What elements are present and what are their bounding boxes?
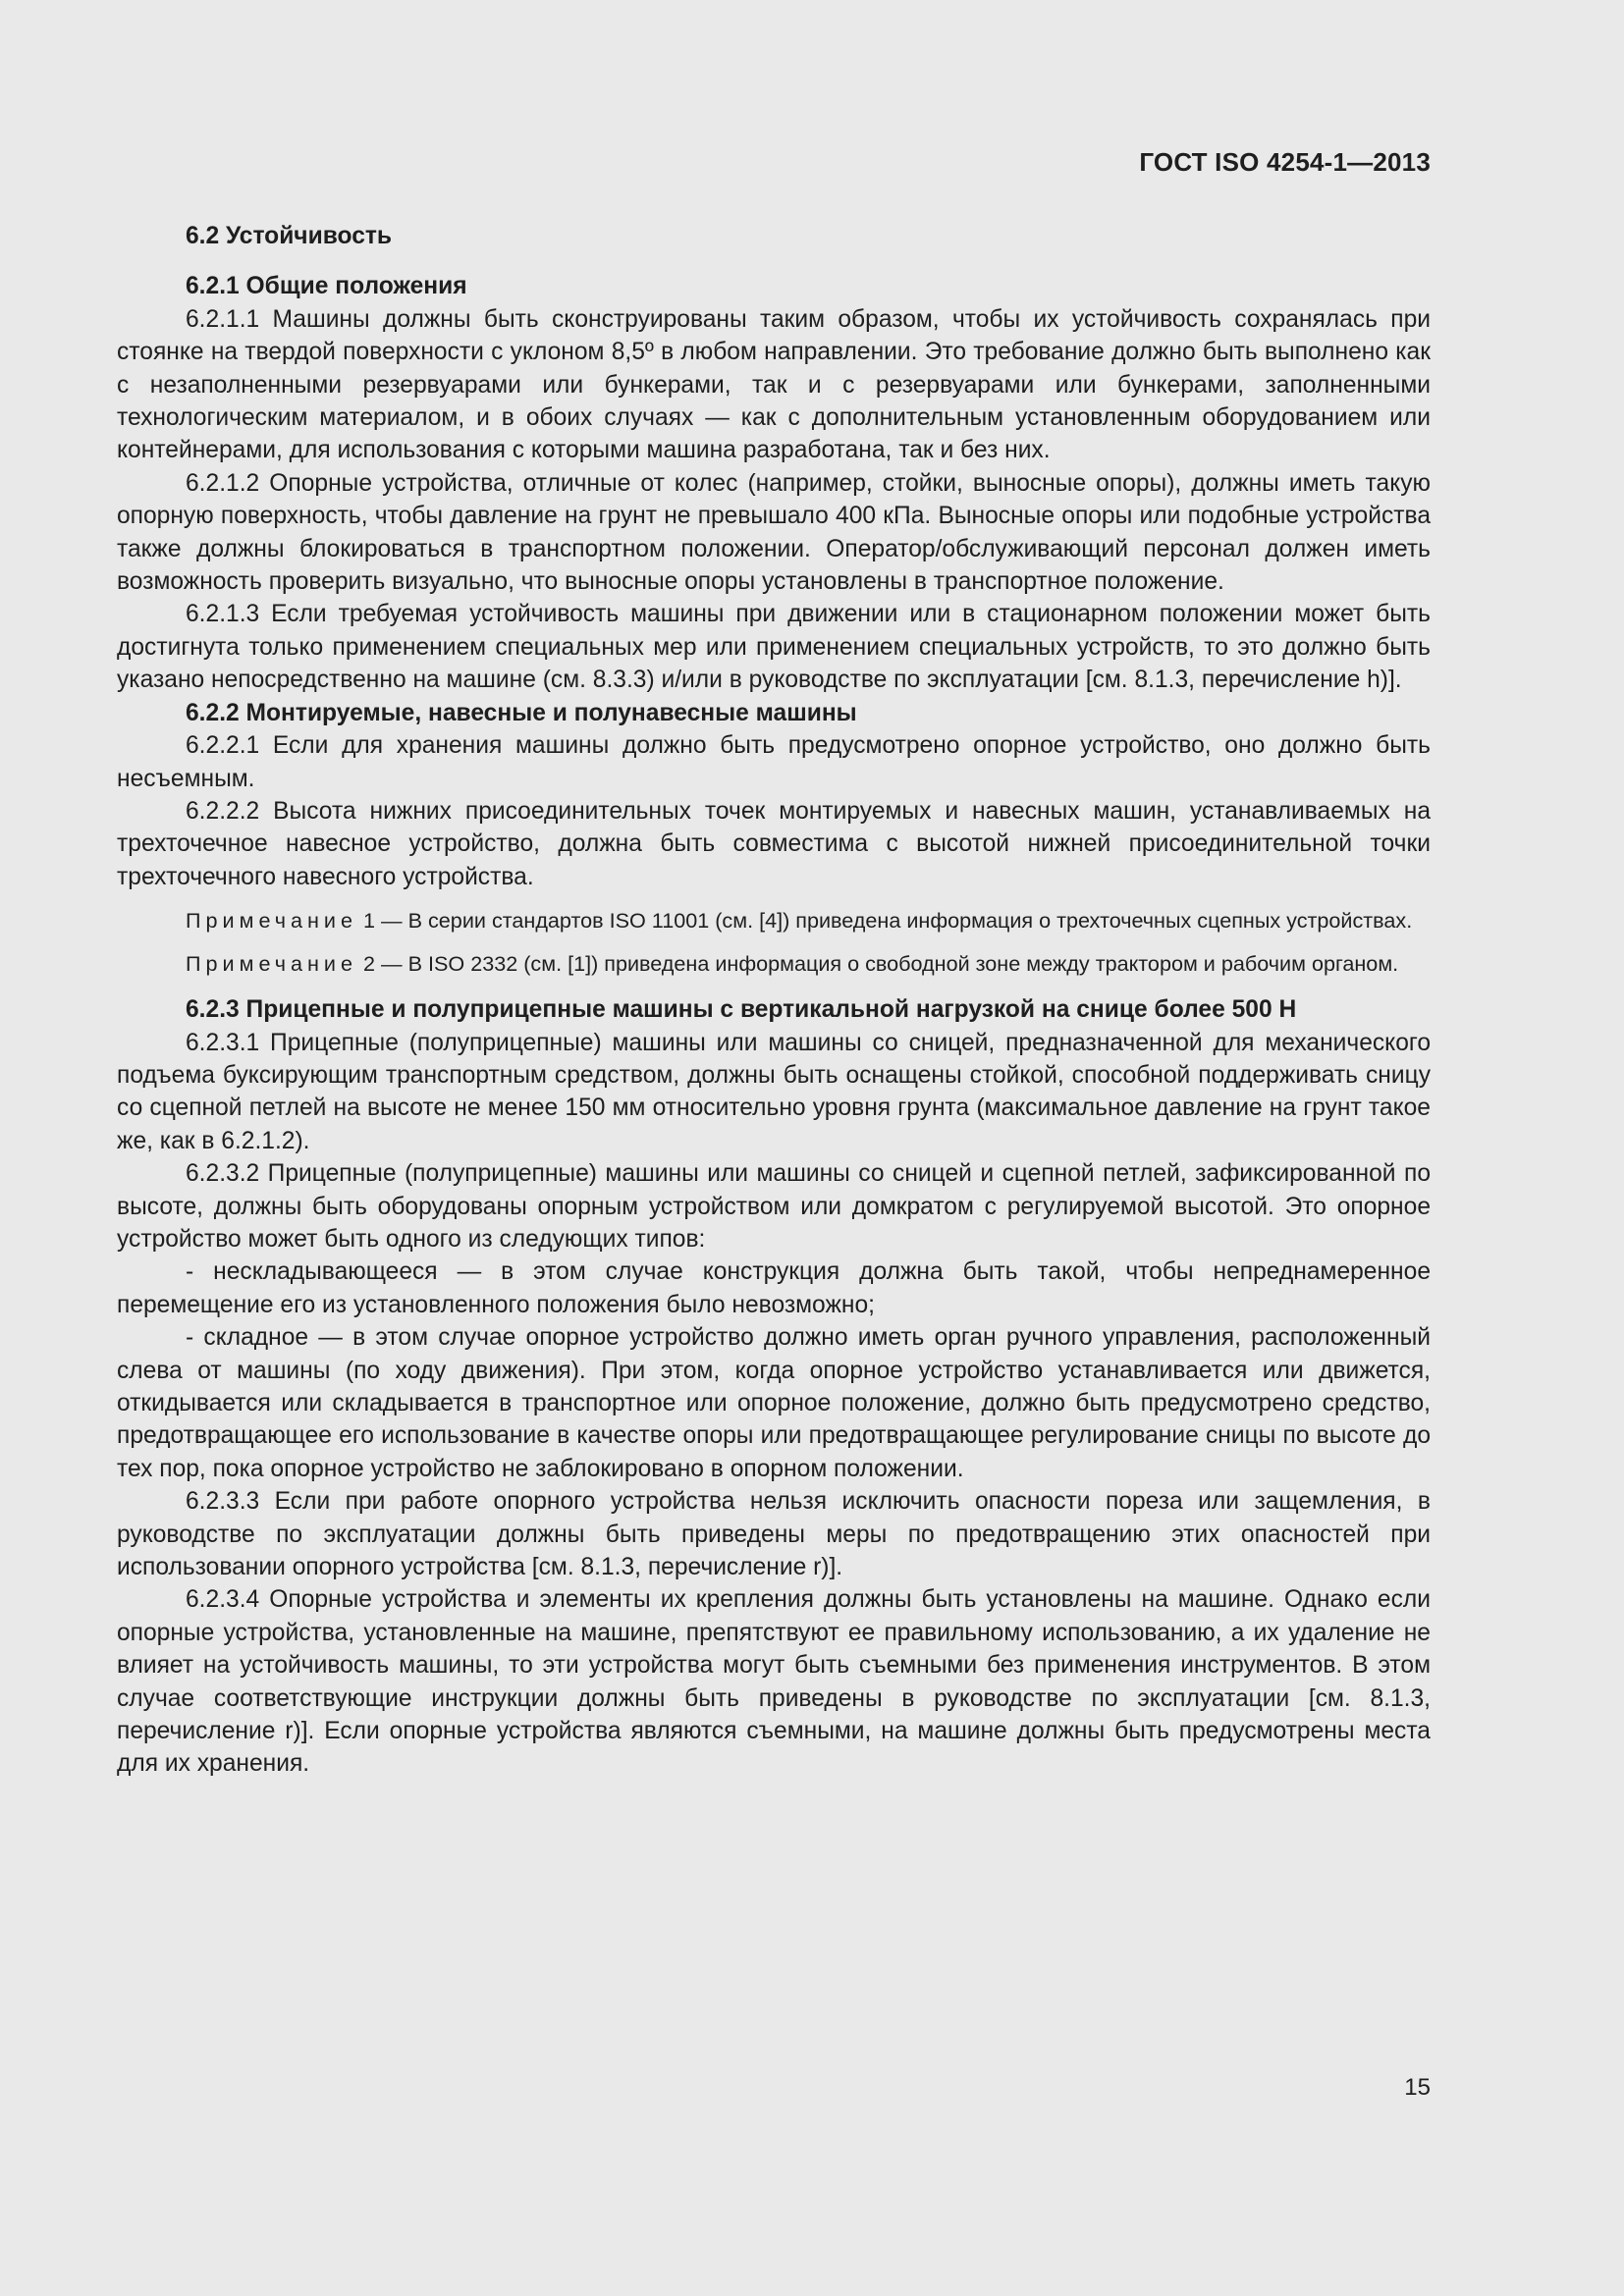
page-number: 15 xyxy=(1404,2074,1431,2101)
paragraph-6-2-2-1: 6.2.2.1 Если для хранения машины должно быть предусмотрено опорное устройство, оно должно быть несъемным. xyxy=(117,732,1431,792)
list-item-folding: - складное — в этом случае опорное устройство должно иметь орган ручного управления, расположенный слева от машины (по ходу движения). При этом, когда опорное устройство устанавливается или движется, откидывается или складывается в транспортное или опорное положение, должно быть предусмотрено средство, предотвращающее его использование в качестве опоры или предотвращающее регулирование сницы по высоте до тех пор, пока опорное устройство не заблокировано в опорном положении. xyxy=(117,1324,1431,1482)
note-2 xyxy=(117,948,1431,980)
paragraph-6-2-3-3: 6.2.3.3 Если при работе опорного устройства нельзя исключить опасности пореза или защемления, в руководстве по эксплуатации должны быть приведены меры по предотвращению этих опасностей при использовании опорного устройства [см. 8.1.3, перечисление r)]. xyxy=(117,1488,1431,1581)
section-6-2-1-title: 6.2.1 Общие положения xyxy=(186,273,467,300)
paragraph-6-2-2-2: 6.2.2.2 Высота нижних присоединительных точек монтируемых и навесных машин, устанавливаемых на трехточечное навесное устройство, должна быть совместима с высотой нижней присоединительной точки трехточечного навесного устройства. xyxy=(117,797,1431,890)
paragraph-6-2-3-4: 6.2.3.4 Опорные устройства и элементы их крепления должны быть установлены на машине. Однако если опорные устройства, установленные на машине, препятствуют ее правильному использованию, а их удаление не влияет на устойчивость машины, то эти устройства могут быть съемными без применения инструментов. В этом случае соответствующие инструкции должны быть приведены в руководстве по эксплуатации [см. 8.1.3, перечисление r)]. Если опорные устройства являются съемными, на машине должны быть предусмотрены места для их хранения. xyxy=(117,1586,1431,1778)
list-item-non-folding: - нескладывающееся — в этом случае конструкция должна быть такой, чтобы непреднамеренное перемещение его из установленного положения было невозможно; xyxy=(117,1258,1431,1318)
section-6-2-2-title: 6.2.2 Монтируемые, навесные и полунавесные машины xyxy=(186,699,857,726)
section-6-2-title: 6.2 Устойчивость xyxy=(186,223,393,249)
standard-code-header: ГОСТ ISO 4254-1—2013 xyxy=(1139,147,1431,177)
note-1-text: 1 — В серии стандартов ISO 11001 (см. [4]) приведена информация о трехточечных сцепных устройствах. xyxy=(357,908,1413,934)
paragraph-6-2-3-1: 6.2.3.1 Прицепные (полуприцепные) машины или машины со сницей, предназначенной для механического подъема буксирующим транспортным средством, должны быть оснащены стойкой, способной поддерживать сницу со сцепной петлей на высоте не менее 150 мм относительно уровня грунта (максимальное давление на грунт такое же, как в 6.2.1.2). xyxy=(117,1029,1431,1154)
note-2-text: 2 — В ISO 2332 (см. [1]) приведена информация о свободной зоне между трактором и рабочим органом. xyxy=(357,951,1399,977)
paragraph-6-2-3-2: 6.2.3.2 Прицепные (полуприцепные) машины или машины со сницей и сцепной петлей, зафиксированной по высоте, должны быть оборудованы опорным устройством или домкратом с регулируемой высотой. Это опорное устройство может быть одного из следующих типов: xyxy=(117,1160,1431,1253)
note-2-label: Примечание xyxy=(186,951,357,977)
paragraph-6-2-1-2: 6.2.1.2 Опорные устройства, отличные от колес (например, стойки, выносные опоры), должны иметь такую опорную поверхность, чтобы давление на грунт не превышало 400 кПа. Выносные опоры или подобные устройства также должны блокироваться в транспортном положении. Оператор/обслуживающий персонал должен иметь возможность проверить визуально, что выносные опоры установлены в транспортное положение. xyxy=(117,469,1431,596)
section-6-2-3-title: 6.2.3 Прицепные и полуприцепные машины с вертикальной нагрузкой на снице более 500 Н xyxy=(186,996,1297,1024)
paragraph-6-2-1-3: 6.2.1.3 Если требуемая устойчивость машины при движении или в стационарном положении может быть достигнута только применением специальных мер или применением специальных устройств, то это должно быть указано непосредственно на машине (см. 8.3.3) и/или в руководстве по эксплуатации [см. 8.1.3, перечисление h)]. xyxy=(117,601,1431,694)
paragraph-6-2-1-1: 6.2.1.1 Машины должны быть сконструированы таким образом, чтобы их устойчивость сохранялась при стоянке на твердой поверхности с уклоном 8,5º в любом направлении. Это требование должно быть выполнено как с незаполненными резервуарами или бункерами, так и с резервуарами или бункерами, заполненными технологическим материалом, и в обоих случаях — как с дополнительным установленным оборудованием или контейнерами, для использования с которыми машина разработана, так и без них. xyxy=(117,305,1431,464)
document-body xyxy=(117,220,1431,1781)
note-1 xyxy=(117,905,1431,936)
note-1-label: Примечание xyxy=(186,908,357,934)
